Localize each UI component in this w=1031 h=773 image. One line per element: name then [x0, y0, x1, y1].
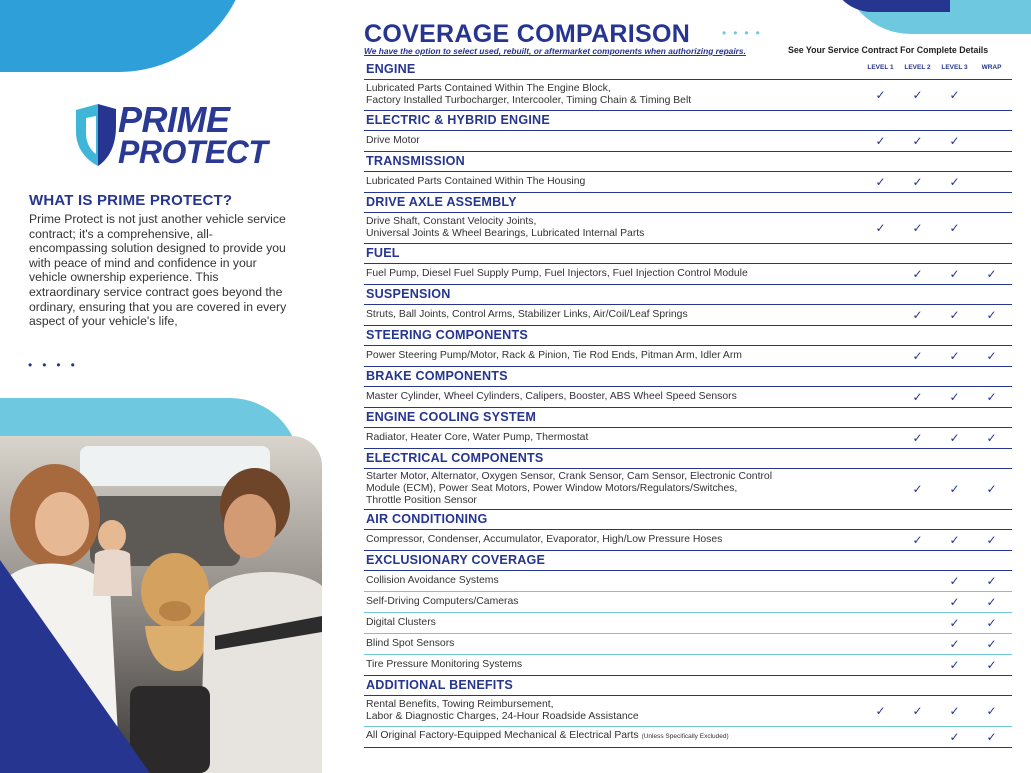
coverage-item-text: Lubricated Parts Contained Within The Housing: [366, 175, 586, 187]
checkmark-icon: ✓: [949, 221, 960, 235]
checkmark-icon: ✓: [949, 730, 960, 744]
coverage-item-text: Power Steering Pump/Motor, Rack & Pinion, Tie Rod Ends, Pitman Arm, Idler Arm: [366, 349, 742, 361]
checkmark-icon: ✓: [949, 308, 960, 322]
coverage-item-text: Master Cylinder, Wheel Cylinders, Calipers, Booster, ABS Wheel Speed Sensors: [366, 390, 737, 402]
checkmark-icon: ✓: [949, 595, 960, 609]
checkmark-icon: ✓: [949, 134, 960, 148]
checkmark-icon: ✓: [912, 267, 923, 281]
top-left-blue-shape: [0, 0, 250, 72]
checkmark-icon: ✓: [949, 431, 960, 445]
coverage-item-text: Rental Benefits, Towing Reimbursement, Labor & Diagnostic Charges, 24-Hour Roadside Assistance: [366, 698, 639, 722]
coverage-checkmarks: [862, 655, 1012, 675]
logo-word-prime: PRIME: [118, 99, 230, 140]
intro-heading: WHAT IS PRIME PROTECT?: [29, 192, 233, 209]
coverage-item-text: Starter Motor, Alternator, Oxygen Sensor, Crank Sensor, Cam Sensor, Electronic Control Module (ECM), Power Seat Motors, Power Window Motors/Regulators/Switches, Throttle Position Sensor: [366, 470, 772, 507]
section-heading: BRAKE COMPONENTS: [364, 367, 1012, 387]
coverage-row: [364, 264, 1012, 285]
contract-details-note: See Your Service Contract For Complete Details: [788, 45, 989, 55]
coverage-item-text: Drive Shaft, Constant Velocity Joints, Universal Joints & Wheel Bearings, Lubricated Internal Parts: [366, 215, 645, 239]
coverage-row: [364, 387, 1012, 408]
coverage-item-text: Blind Spot Sensors: [366, 637, 455, 649]
coverage-item-text: Drive Motor: [366, 134, 420, 146]
section-heading: ENGINE: [364, 60, 1012, 80]
coverage-checkmarks: [862, 634, 1012, 654]
bottom-left-navy-shape: [0, 560, 150, 773]
checkmark-icon: ✓: [949, 574, 960, 588]
coverage-row: [364, 571, 1012, 592]
coverage-item-text: Self-Driving Computers/Cameras: [366, 595, 519, 607]
coverage-checkmarks: [862, 571, 1012, 591]
checkmark-icon: ✓: [986, 730, 997, 744]
coverage-checkmarks: [862, 305, 1012, 325]
checkmark-icon: ✓: [949, 88, 960, 102]
title-decorative-dots: ••••: [722, 26, 767, 40]
coverage-row: [364, 592, 1012, 613]
coverage-row: [364, 655, 1012, 676]
checkmark-icon: ✓: [949, 704, 960, 718]
column-header-wrap: WRAP: [981, 64, 1002, 71]
coverage-row: [364, 428, 1012, 449]
section-heading: TRANSMISSION: [364, 152, 1012, 172]
coverage-item-text: All Original Factory-Equipped Mechanical & Electrical Parts (Unless Specifically Excluded): [366, 730, 729, 742]
coverage-item-text: Lubricated Parts Contained Within The Engine Block, Factory Installed Turbocharger, Intercooler, Timing Chain & Timing Belt: [366, 82, 692, 106]
coverage-row: [364, 131, 1012, 152]
checkmark-icon: ✓: [986, 595, 997, 609]
checkmark-icon: ✓: [875, 88, 886, 102]
column-header-level-2: LEVEL 2: [904, 64, 931, 71]
coverage-row: [364, 346, 1012, 367]
checkmark-icon: ✓: [986, 349, 997, 363]
coverage-item-text: Collision Avoidance Systems: [366, 574, 499, 586]
coverage-item-text: Tire Pressure Monitoring Systems: [366, 658, 523, 670]
checkmark-icon: ✓: [875, 704, 886, 718]
section-heading: EXCLUSIONARY COVERAGE: [364, 551, 1012, 571]
prime-protect-logo: [72, 100, 272, 172]
checkmark-icon: ✓: [949, 637, 960, 651]
coverage-checkmarks: [862, 172, 1012, 192]
checkmark-icon: ✓: [912, 175, 923, 189]
coverage-checkmarks: [862, 613, 1012, 633]
section-heading: ADDITIONAL BENEFITS: [364, 676, 1012, 696]
coverage-item-text: Radiator, Heater Core, Water Pump, Thermostat: [366, 431, 589, 443]
coverage-row: [364, 172, 1012, 193]
checkmark-icon: ✓: [949, 175, 960, 189]
coverage-row: [364, 305, 1012, 326]
coverage-row: [364, 727, 1012, 748]
coverage-checkmarks: [862, 213, 1012, 243]
coverage-row: [364, 80, 1012, 111]
checkmark-icon: ✓: [912, 533, 923, 547]
section-heading: ELECTRICAL COMPONENTS: [364, 449, 1012, 469]
column-header-level-3: LEVEL 3: [941, 64, 968, 71]
parts-disclaimer: We have the option to select used, rebuilt, or aftermarket components when authorizing repairs.: [364, 46, 746, 56]
coverage-checkmarks: [862, 469, 1012, 509]
column-header-level-1: LEVEL 1: [867, 64, 894, 71]
section-heading: AIR CONDITIONING: [364, 510, 1012, 530]
page-title: COVERAGE COMPARISON: [364, 20, 691, 48]
coverage-checkmarks: [862, 428, 1012, 448]
checkmark-icon: ✓: [949, 349, 960, 363]
coverage-item-text: Fuel Pump, Diesel Fuel Supply Pump, Fuel Injectors, Fuel Injection Control Module: [366, 267, 748, 279]
checkmark-icon: ✓: [912, 308, 923, 322]
checkmark-icon: ✓: [912, 704, 923, 718]
checkmark-icon: ✓: [949, 390, 960, 404]
coverage-checkmarks: [862, 387, 1012, 407]
checkmark-icon: ✓: [949, 533, 960, 547]
coverage-item-text: Struts, Ball Joints, Control Arms, Stabilizer Links, Air/Coil/Leaf Springs: [366, 308, 688, 320]
checkmark-icon: ✓: [986, 482, 997, 496]
section-heading: DRIVE AXLE ASSEMBLY: [364, 193, 1012, 213]
checkmark-icon: ✓: [986, 637, 997, 651]
checkmark-icon: ✓: [986, 704, 997, 718]
coverage-row: [364, 530, 1012, 551]
section-heading: STEERING COMPONENTS: [364, 326, 1012, 346]
logo-word-protect: PROTECT: [118, 134, 268, 170]
checkmark-icon: ✓: [912, 88, 923, 102]
section-heading: ENGINE COOLING SYSTEM: [364, 408, 1012, 428]
coverage-checkmarks: [862, 727, 1012, 747]
checkmark-icon: ✓: [949, 267, 960, 281]
section-heading: SUSPENSION: [364, 285, 1012, 305]
coverage-checkmarks: [862, 530, 1012, 550]
coverage-checkmarks: [862, 696, 1012, 726]
checkmark-icon: ✓: [986, 616, 997, 630]
coverage-checkmarks: [862, 80, 1012, 110]
section-heading: FUEL: [364, 244, 1012, 264]
checkmark-icon: ✓: [986, 431, 997, 445]
coverage-checkmarks: [862, 346, 1012, 366]
coverage-item-note: (Unless Specifically Excluded): [641, 733, 729, 741]
checkmark-icon: ✓: [986, 267, 997, 281]
coverage-item-text: Compressor, Condenser, Accumulator, Evaporator, High/Low Pressure Hoses: [366, 533, 723, 545]
coverage-item-text: Digital Clusters: [366, 616, 436, 628]
coverage-row: [364, 469, 1012, 510]
checkmark-icon: ✓: [986, 390, 997, 404]
coverage-row: [364, 634, 1012, 655]
coverage-checkmarks: [862, 131, 1012, 151]
checkmark-icon: ✓: [949, 482, 960, 496]
checkmark-icon: ✓: [875, 134, 886, 148]
intro-body: Prime Protect is not just another vehicle service contract; it's a comprehensive, all-encompassing solution designed to provide you with peace of mind and confidence in your vehicle ownership experience. This extraordinary service contract goes beyond the ordinary, ensuring that you are covered in every aspect of your vehicle's life,: [29, 212, 287, 329]
checkmark-icon: ✓: [912, 134, 923, 148]
checkmark-icon: ✓: [986, 658, 997, 672]
checkmark-icon: ✓: [986, 308, 997, 322]
checkmark-icon: ✓: [912, 349, 923, 363]
shield-icon: [72, 104, 122, 170]
section-heading: ELECTRIC & HYBRID ENGINE: [364, 111, 1012, 131]
checkmark-icon: ✓: [912, 390, 923, 404]
checkmark-icon: ✓: [912, 482, 923, 496]
checkmark-icon: ✓: [986, 574, 997, 588]
checkmark-icon: ✓: [949, 658, 960, 672]
checkmark-icon: ✓: [986, 533, 997, 547]
coverage-row: [364, 613, 1012, 634]
checkmark-icon: ✓: [949, 616, 960, 630]
checkmark-icon: ✓: [875, 175, 886, 189]
coverage-row: [364, 213, 1012, 244]
checkmark-icon: ✓: [912, 221, 923, 235]
coverage-checkmarks: [862, 264, 1012, 284]
coverage-row: [364, 696, 1012, 727]
checkmark-icon: ✓: [875, 221, 886, 235]
checkmark-icon: ✓: [912, 431, 923, 445]
coverage-checkmarks: [862, 592, 1012, 612]
decorative-dots: ••••: [28, 358, 85, 372]
top-right-navy-shape: [830, 0, 950, 12]
coverage-table: [364, 60, 1012, 748]
